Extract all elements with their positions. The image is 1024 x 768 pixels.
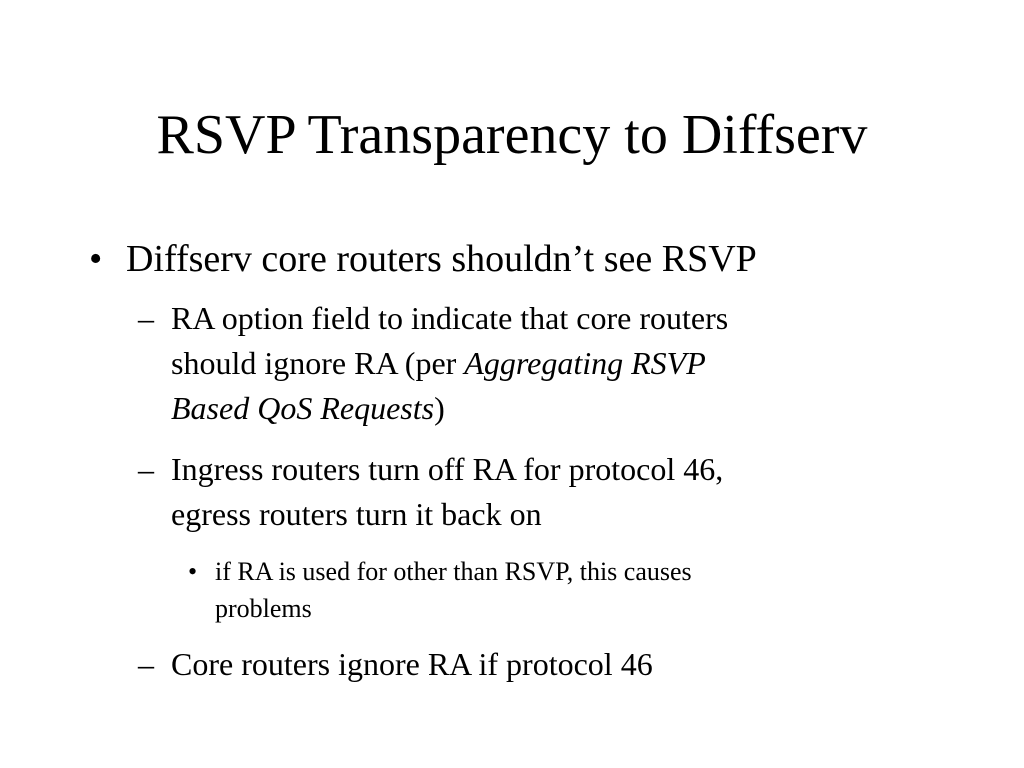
sub-sub-bullet-ra-problems-line1: if RA is used for other than RSVP, this causes xyxy=(215,557,692,586)
reference-title-part2: Based QoS Requests xyxy=(171,390,435,426)
sub-bullet-ingress-routers-text xyxy=(171,447,881,537)
sub-bullet-ra-option xyxy=(138,296,898,431)
sub-bullet-ra-option-text xyxy=(171,296,881,431)
dash-mark: – xyxy=(138,300,154,336)
sub-bullet-core-routers xyxy=(138,642,898,687)
sub-sub-bullet-ra-problems xyxy=(188,553,868,627)
sub-bullet-ra-option-line2 xyxy=(171,341,881,386)
sub-bullet-ra-option-line2-plain: should ignore RA (per xyxy=(171,345,465,381)
sub-sub-bullet-ra-problems-text xyxy=(215,553,855,627)
bullet-mark-small: • xyxy=(188,557,198,586)
sub-sub-bullet-ra-problems-line2: problems xyxy=(215,594,312,623)
sub-bullet-core-routers-text xyxy=(171,642,881,687)
sub-bullet-ra-option-line3 xyxy=(171,386,881,431)
sub-bullet-core-routers-line1: Core routers ignore RA if protocol 46 xyxy=(171,646,653,682)
reference-title-part1: Aggregating RSVP xyxy=(464,345,706,381)
dash-mark: – xyxy=(138,646,154,682)
sub-bullet-ra-option-line3-plain: ) xyxy=(434,390,445,426)
sub-bullet-ingress-routers xyxy=(138,447,898,537)
bullet-mark: • xyxy=(89,238,103,280)
sub-bullet-ingress-routers-line1: Ingress routers turn off RA for protocol 46, xyxy=(171,451,724,487)
dash-mark: – xyxy=(138,451,154,487)
sub-bullet-ingress-routers-line2: egress routers turn it back on xyxy=(171,496,542,532)
sub-bullet-ra-option-line1: RA option field to indicate that core routers xyxy=(171,300,729,336)
slide-title: RSVP Transparency to Diffserv xyxy=(156,104,868,166)
bullet-main-text: Diffserv core routers shouldn’t see RSVP xyxy=(126,238,757,280)
